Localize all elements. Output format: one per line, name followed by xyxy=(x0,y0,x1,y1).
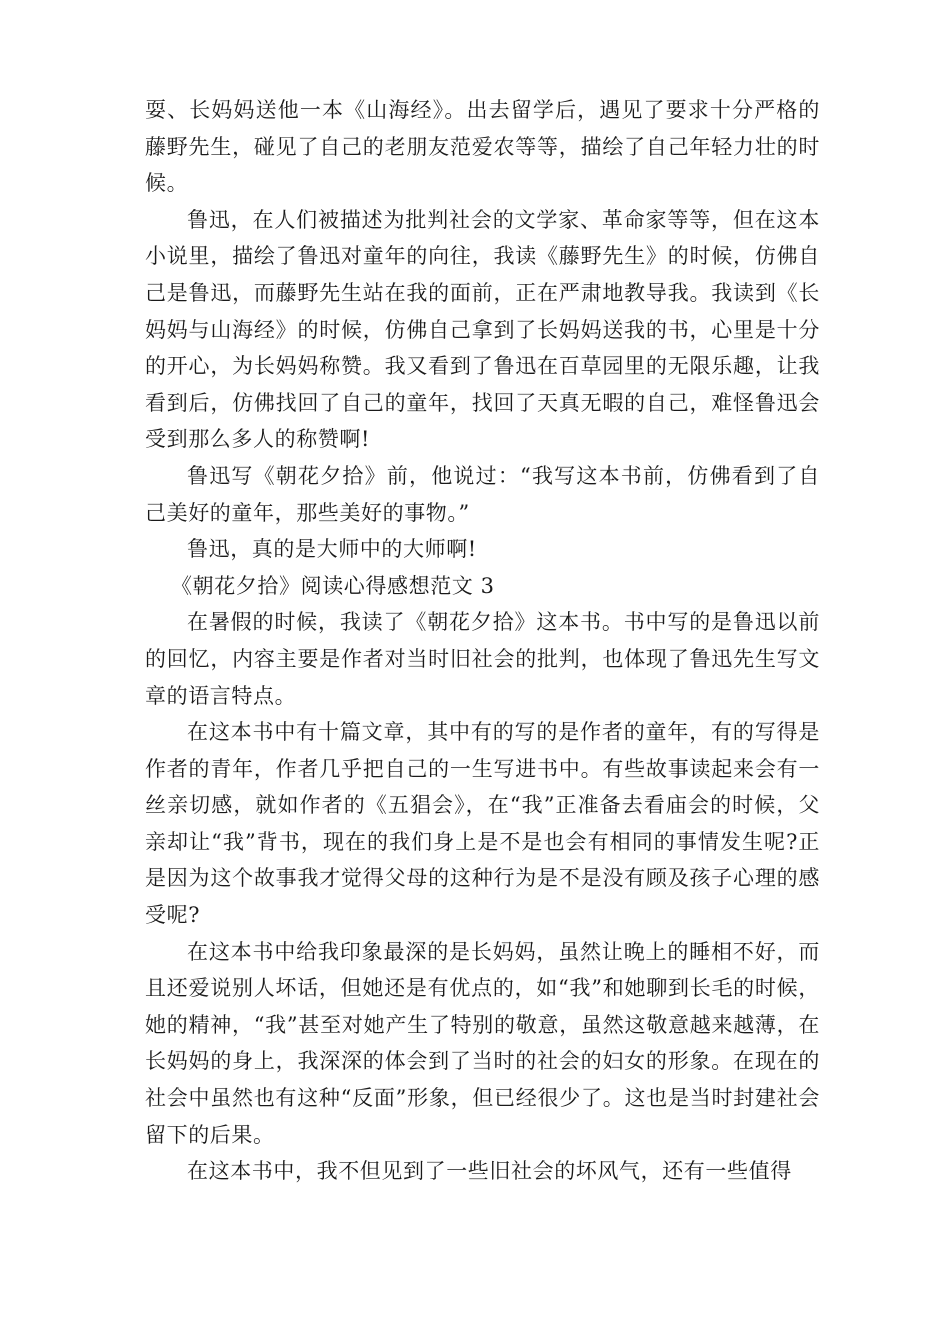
document-page xyxy=(145,92,820,1190)
paragraph-luxun-quote: 鲁迅写《朝花夕拾》前，他说过：“我写这本书前，仿佛看到了自己美好的童年，那些美好的事物。” xyxy=(145,463,820,525)
paragraph-ten-articles: 在这本书中有十篇文章，其中有的写的是作者的童年，有的写得是作者的青年，作者几乎把自己的一生写进书中。有些故事读起来会有一丝亲切感，就如作者的《五猖会》，在“我”正准备去看庙会的时候，父亲却让“我”背书，现在的我们身上是不是也会有相同的事情发生呢?正是因为这个故事我才觉得父母的这种行为是不是没有顾及孩子心理的感受呢? xyxy=(145,720,820,928)
paragraph-continued: 耍、长妈妈送他一本《山海经》。出去留学后，遇见了要求十分严格的藤野先生，碰见了自己的老朋友范爱农等等，描绘了自己年轻力壮的时候。 xyxy=(145,98,820,196)
paragraph-summer-reading: 在暑假的时候，我读了《朝花夕拾》这本书。书中写的是鲁迅以前的回忆，内容主要是作者对当时旧社会的批判，也体现了鲁迅先生写文章的语言特点。 xyxy=(145,610,820,708)
paragraph-old-society: 在这本书中，我不但见到了一些旧社会的坏风气，还有一些值得 xyxy=(187,1159,792,1184)
section-heading: 《朝花夕拾》阅读心得感想范文 3 xyxy=(171,573,495,598)
paragraph-luxun-childhood: 鲁迅，在人们被描述为批判社会的文学家、革命家等等，但在这本小说里，描绘了鲁迅对童年的向往，我读《藤野先生》的时候，仿佛自己是鲁迅，而藤野先生站在我的面前，正在严肃地教导我。我读到《长妈妈与山海经》的时候，仿佛自己拿到了长妈妈送我的书，心里是十分的开心，为长妈妈称赞。我又看到了鲁迅在百草园里的无限乐趣，让我看到后，仿佛找回了自己的童年，找回了天真无暇的自己，难怪鲁迅会受到那么多人的称赞啊! xyxy=(145,207,820,452)
paragraph-chang-mama: 在这本书中给我印象最深的是长妈妈，虽然让晚上的睡相不好，而且还爱说别人坏话，但她还是有优点的，如“我”和她聊到长毛的时候，她的精神，“我”甚至对她产生了特别的敬意，虽然这敬意越来越薄，在长妈妈的身上，我深深的体会到了当时的社会的妇女的形象。在现在的社会中虽然也有这种“反面”形象，但已经很少了。这也是当时封建社会留下的后果。 xyxy=(145,939,820,1147)
paragraph-master: 鲁迅，真的是大师中的大师啊! xyxy=(187,537,477,562)
